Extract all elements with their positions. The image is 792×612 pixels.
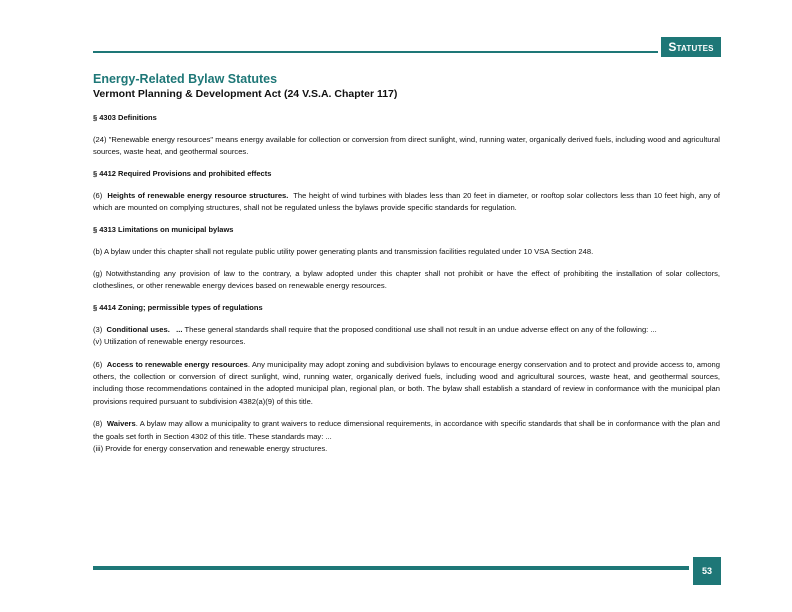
- paragraph-text: . Any municipality may adopt zoning and subdivision bylaws to encourage energy conservation and to protect and provide access to, among others, the collection or conversion of direct sunlight, wind, running water, organically derived fuels, including wood and agricultural sources, waste heat, and geothermal sources, including those recommendations contained in the adopted municipal plan, regional plan, or both. The bylaw shall establish a standard of review in conformance with the municipal plan provisions required pursuant to subdivision 4382(a)(9) of this title.: [93, 359, 720, 406]
- paragraph-number: (8): [93, 419, 103, 429]
- paragraph-4414-3: [93, 324, 720, 336]
- footer-rule: [93, 566, 689, 570]
- paragraph-4313-g: (g) Notwithstanding any provision of law to the contrary, a bylaw adopted under this chapter shall not prohibit or have the effect of prohibiting the installation of solar collectors, clotheslines, or other renewable energy devices based on renewable energy resources.: [93, 269, 720, 291]
- paragraph-text: The height of wind turbines with blades less than 20 feet in diameter, or rooftop solar collectors less than 10 feet high, any of which are mounted on complying structures, shall not be regulated unless the bylaws provide specific standards for regulation.: [93, 190, 720, 213]
- paragraph-lead: Access to renewable energy resources: [106, 359, 248, 369]
- document-body: [93, 72, 720, 466]
- paragraph-number: (6): [93, 359, 103, 369]
- section-heading-4303: § 4303 Definitions: [93, 113, 157, 122]
- paragraph-lead: Conditional uses.: [106, 324, 170, 334]
- paragraph-4313-b: (b) A bylaw under this chapter shall not regulate public utility power generating plants and transmission facilities regulated under 10 VSA Section 248.: [93, 246, 594, 256]
- paragraph-4414-8-iii: (iii) Provide for energy conservation and renewable energy structures.: [93, 444, 328, 454]
- paragraph-4414-3-v: (v) Utilization of renewable energy resources.: [93, 337, 246, 347]
- paragraph-lead: Waivers: [106, 419, 136, 429]
- paragraph-text: These general standards shall require that the proposed conditional use shall not result in an undue adverse effect on any of the following: ...: [184, 324, 657, 334]
- paragraph-number: (6): [93, 190, 103, 200]
- paragraph-ellipsis: ...: [176, 324, 183, 334]
- header-rule: [93, 51, 658, 53]
- paragraph-4412-6: [93, 190, 720, 215]
- paragraph-number: (3): [93, 324, 103, 334]
- section-tab: Statutes: [661, 37, 721, 57]
- paragraph-4414-6: [93, 359, 720, 409]
- paragraph-lead: Heights of renewable energy resource structures.: [107, 190, 289, 200]
- section-heading-4313: § 4313 Limitations on municipal bylaws: [93, 224, 234, 234]
- section-heading-4414: § 4414 Zoning; permissible types of regulations: [93, 302, 263, 312]
- paragraph-4303-24: (24) "Renewable energy resources" means energy available for collection or conversion from direct sunlight, wind, running water, organically derived fuels, including wood and agricultural sources, waste heat, and geothermal sources.: [93, 135, 720, 157]
- paragraph-4414-8: [93, 418, 720, 443]
- page-title: Energy-Related Bylaw Statutes: [93, 72, 278, 86]
- section-heading-4412: § 4412 Required Provisions and prohibited effects: [93, 168, 272, 178]
- page-subtitle: Vermont Planning & Development Act (24 V.S.A. Chapter 117): [93, 88, 398, 100]
- paragraph-text: . A bylaw may allow a municipality to grant waivers to reduce dimensional requirements, in accordance with specific standards that shall be in conformance with the plan and the goals set forth in Section 4302 of this title. These standards may: ...: [93, 419, 720, 441]
- page-number: 53: [693, 557, 721, 585]
